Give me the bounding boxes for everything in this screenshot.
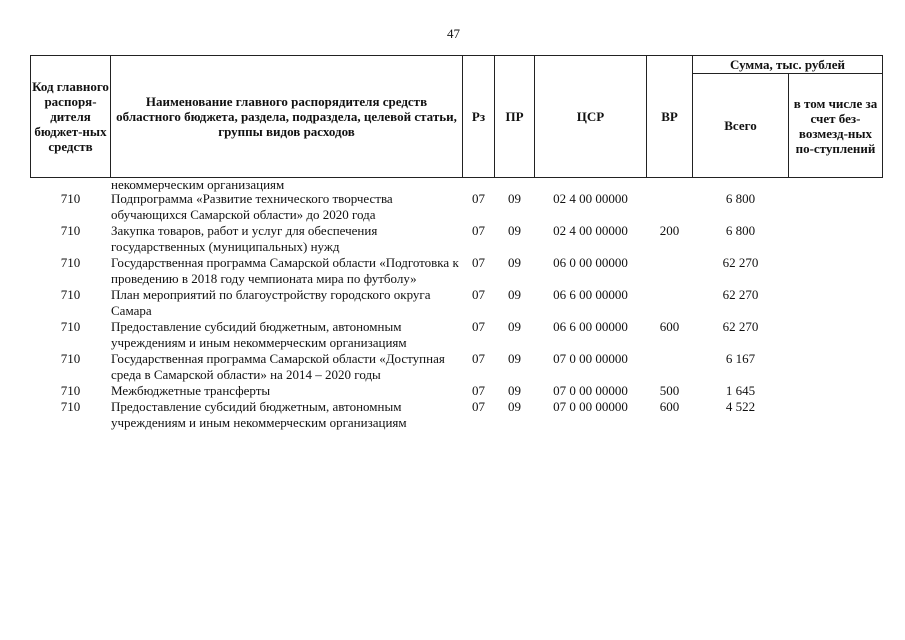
header-csr: ЦСР xyxy=(535,56,647,178)
cell-pr: 09 xyxy=(508,287,521,302)
header-total: Всего xyxy=(693,74,789,178)
cell-free xyxy=(789,351,883,383)
table-row xyxy=(31,319,883,351)
header-free: в том числе за счет без-возмезд-ных по-ступлений xyxy=(789,74,883,178)
header-name: Наименование главного распорядителя средств областного бюджета, раздела, подраздела, целевой статьи, группы видов расходов xyxy=(111,56,463,178)
cell-total: 6 167 xyxy=(725,351,756,366)
table-row xyxy=(31,178,883,192)
cell-total xyxy=(693,178,789,192)
cell-pr: 09 xyxy=(508,319,521,334)
cell-free xyxy=(789,399,883,431)
cell-csr: 07 0 00 00000 xyxy=(553,383,628,398)
cell-free xyxy=(789,223,883,255)
cell-pr: 09 xyxy=(508,383,521,398)
table-row xyxy=(31,383,883,399)
cell-vr xyxy=(647,351,693,383)
table-row xyxy=(31,351,883,383)
cell-vr: 200 xyxy=(659,223,680,238)
cell-code: 710 xyxy=(60,223,81,238)
cell-free xyxy=(789,191,883,223)
header-code: Код главного распоря-дителя бюджет-ных средств xyxy=(31,56,111,178)
header-pr: ПР xyxy=(495,56,535,178)
cell-code: 710 xyxy=(60,383,81,398)
cell-pr: 09 xyxy=(508,223,521,238)
cell-csr: 06 6 00 00000 xyxy=(553,287,628,302)
table-body xyxy=(31,178,883,432)
cell-total: 6 800 xyxy=(725,191,756,206)
cell-total: 62 270 xyxy=(722,255,759,270)
cell-pr: 09 xyxy=(508,255,521,270)
cell-name: Межбюджетные трансферты xyxy=(111,383,271,398)
cell-total: 1 645 xyxy=(725,383,756,398)
cell-free xyxy=(789,319,883,351)
cell-vr: 600 xyxy=(659,319,680,334)
cell-code: 710 xyxy=(60,319,81,334)
table-row xyxy=(31,223,883,255)
cell-name: Государственная программа Самарской области «Подготовка к проведению в 2018 году чемпионата мира по футболу» xyxy=(111,255,459,286)
cell-rz: 07 xyxy=(472,223,485,238)
cell-total: 62 270 xyxy=(722,319,759,334)
cell-pr: 09 xyxy=(508,191,521,206)
cell-csr: 02 4 00 00000 xyxy=(553,223,628,238)
cell-rz: 07 xyxy=(472,191,485,206)
cell-vr xyxy=(647,191,693,223)
cell-rz: 07 xyxy=(472,287,485,302)
cell-csr: 07 0 00 00000 xyxy=(553,351,628,366)
table-row xyxy=(31,255,883,287)
cell-code xyxy=(31,178,111,192)
cell-rz: 07 xyxy=(472,399,485,414)
cell-rz: 07 xyxy=(472,319,485,334)
budget-table xyxy=(30,55,883,431)
header-sum: Сумма, тыс. рублей xyxy=(693,56,883,74)
cell-rz: 07 xyxy=(472,383,485,398)
cell-name: Закупка товаров, работ и услуг для обеспечения государственных (муниципальных) нужд xyxy=(111,223,378,254)
cell-free xyxy=(789,255,883,287)
cell-name: Подпрограмма «Развитие технического творчества обучающихся Самарской области» до 2020 года xyxy=(111,191,393,222)
table-row xyxy=(31,191,883,223)
cell-code: 710 xyxy=(60,191,81,206)
cell-csr xyxy=(535,178,647,192)
page-number-text: 47 xyxy=(447,26,460,41)
cell-rz: 07 xyxy=(472,255,485,270)
cell-code: 710 xyxy=(60,287,81,302)
cell-pr xyxy=(495,178,535,192)
cell-csr: 02 4 00 00000 xyxy=(553,191,628,206)
cell-pr: 09 xyxy=(508,399,521,414)
cell-vr xyxy=(647,255,693,287)
cell-csr: 06 6 00 00000 xyxy=(553,319,628,334)
cell-pr: 09 xyxy=(508,351,521,366)
cell-code: 710 xyxy=(60,399,81,414)
cell-vr: 500 xyxy=(659,383,680,398)
cell-name: некоммерческим организациям xyxy=(111,177,285,192)
table-row xyxy=(31,287,883,319)
cell-name: Предоставление субсидий бюджетным, автономным учреждениям и иным некоммерческим организациям xyxy=(111,399,407,430)
cell-total: 62 270 xyxy=(722,287,759,302)
cell-total: 6 800 xyxy=(725,223,756,238)
cell-rz: 07 xyxy=(472,351,485,366)
cell-code: 710 xyxy=(60,255,81,270)
cell-free xyxy=(789,287,883,319)
cell-free xyxy=(789,383,883,399)
cell-csr: 06 0 00 00000 xyxy=(553,255,628,270)
header-vr: ВР xyxy=(647,56,693,178)
cell-vr xyxy=(647,287,693,319)
table-header xyxy=(31,56,883,178)
table-row xyxy=(31,399,883,431)
cell-rz xyxy=(463,178,495,192)
cell-csr: 07 0 00 00000 xyxy=(553,399,628,414)
cell-code: 710 xyxy=(60,351,81,366)
cell-name: Предоставление субсидий бюджетным, автономным учреждениям и иным некоммерческим организациям xyxy=(111,319,407,350)
cell-name: План мероприятий по благоустройству городского округа Самара xyxy=(111,287,431,318)
cell-free xyxy=(789,178,883,192)
header-rz: Рз xyxy=(463,56,495,178)
cell-vr: 600 xyxy=(659,399,680,414)
cell-name: Государственная программа Самарской области «Доступная среда в Самарской области» на 2014 – 2020 годы xyxy=(111,351,445,382)
cell-vr xyxy=(647,178,693,192)
cell-total: 4 522 xyxy=(725,399,756,414)
